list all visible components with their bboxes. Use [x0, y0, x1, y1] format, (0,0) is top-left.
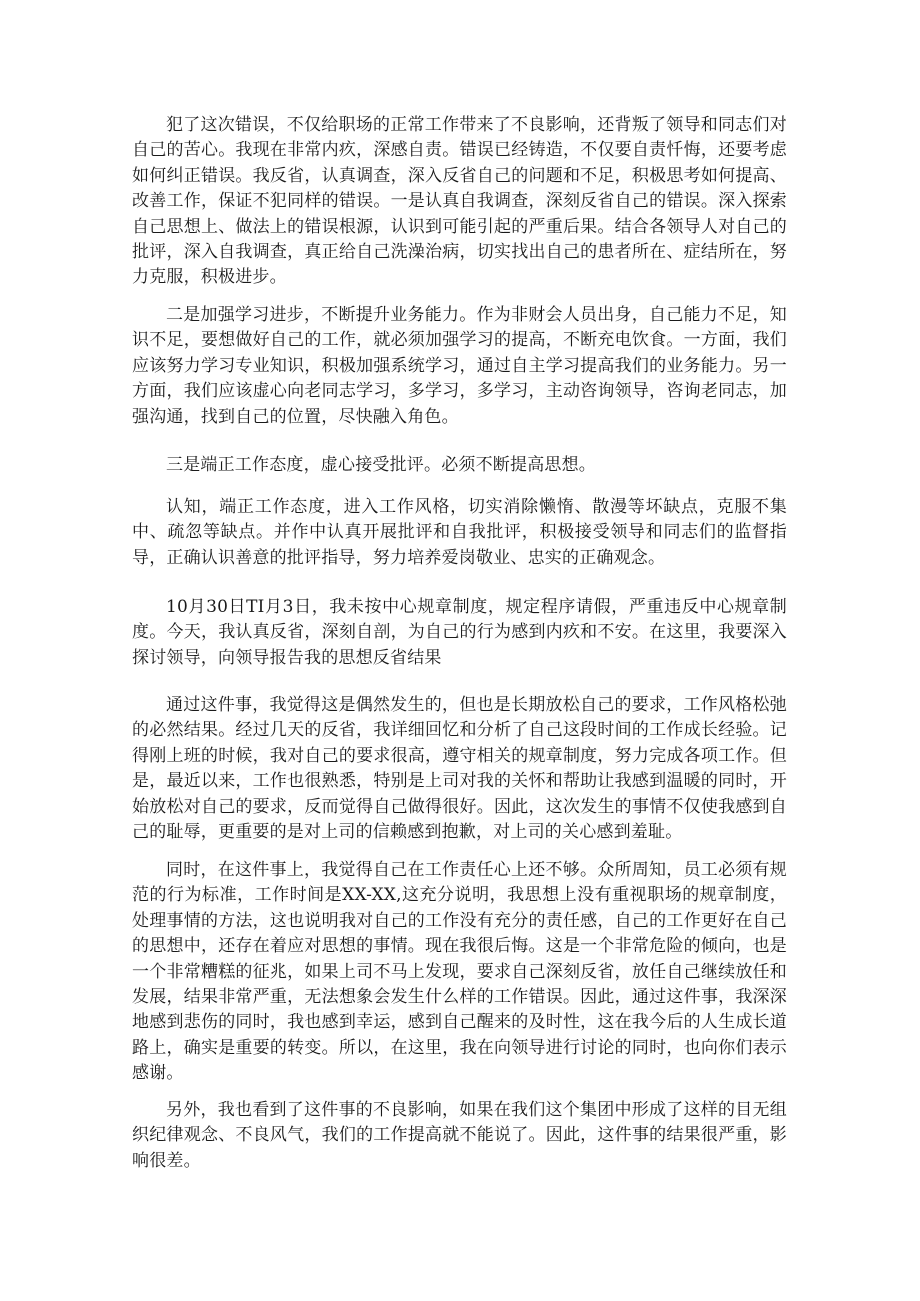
paragraph-8: 另外，我也看到了这件事的不良影响，如果在我们这个集团中形成了这样的目无组织纪律观念、不良风气，我们的工作提高就不能说了。因此，这件事的结果很严重，影响很差。	[132, 1100, 787, 1171]
paragraph-3: 三是端正工作态度，虚心接受批评。必须不断提高思想。	[166, 455, 596, 475]
paragraph-5: 10月30日TI月3日，我未按中心规章制度，规定程序请假，严重违反中心规章制度。今天，我认真反省，深刻自剖，为自己的行为感到内疚和不安。在这里，我要深入探讨领导，向领导报告我的思想反省结果	[132, 597, 787, 668]
paragraph-7: 同时，在这件事上，我觉得自己在工作责任心上还不够。众所周知，员工必须有规范的行为标准，工作时间是XX-XX,这充分说明，我思想上没有重视职场的规章制度，处理事情的方法，这也说明我对自己的工作没有充分的责任感，自己的工作更好在自己的思想中，还存在着应对思想的事情。现在我很后悔。这是一个非常危险的倾向，也是一个非常糟糕的征兆，如果上司不马上发现，要求自己深刻反省，放任自己继续放任和发展，结果非常严重，无法想象会发生什么样的工作错误。因此，通过这件事，我深深地感到悲伤的同时，我也感到幸运，感到自己醒来的及时性，这在我今后的人生成长道路上，确实是重要的转变。所以，在这里，我在向领导进行讨论的同时，也向你们表示感谢。	[132, 860, 787, 1084]
paragraph-2: 二是加强学习进步，不断提升业务能力。作为非财会人员出身，自己能力不足，知识不足，要想做好自己的工作，就必须加强学习的提高，不断充电饮食。一方面，我们应该努力学习专业知识，积极加强系统学习，通过自主学习提高我们的业务能力。另一方面，我们应该虚心向老同志学习，多学习，多学习，主动咨询领导，咨询老同志，加强沟通，找到自己的位置，尽快融入角色。	[132, 305, 787, 427]
paragraph-4: 认知，端正工作态度，进入工作风格，切实消除懒惰、散漫等坏缺点，克服不集中、疏忽等缺点。并作中认真开展批评和自我批评，积极接受领导和同志们的监督指导，正确认识善意的批评指导，努力培养爱岗敬业、忠实的正确观念。	[132, 497, 787, 568]
paragraph-1: 犯了这次错误，不仅给职场的正常工作带来了不良影响，还背叛了领导和同志们对自己的苦心。我现在非常内疚，深感自责。错误已经铸造，不仅要自责忏悔，还要考虑如何纠正错误。我反省，认真调查，深入反省自己的问题和不足，积极思考如何提高、改善工作，保证不犯同样的错误。一是认真自我调查，深刻反省自己的错误。深入探索自己思想上、做法上的错误根源，认识到可能引起的严重后果。结合各领导人对自己的批评，深入自我调查，真正给自己洗澡治病，切实找出自己的患者所在、症结所在，努力克服，积极进步。	[132, 115, 787, 288]
paragraph-6: 通过这件事，我觉得这是偶然发生的，但也是长期放松自己的要求，工作风格松弛的必然结果。经过几天的反省，我详细回忆和分析了自己这段时间的工作成长经验。记得刚上班的时候，我对自己的要求很高，遵守相关的规章制度，努力完成各项工作。但是，最近以来，工作也很熟悉，特别是上司对我的关怀和帮助让我感到温暖的同时，开始放松对自己的要求，反而觉得自己做得很好。因此，这次发生的事情不仅使我感到自己的耻辱，更重要的是对上司的信赖感到抱歉，对上司的关心感到羞耻。	[132, 695, 787, 843]
